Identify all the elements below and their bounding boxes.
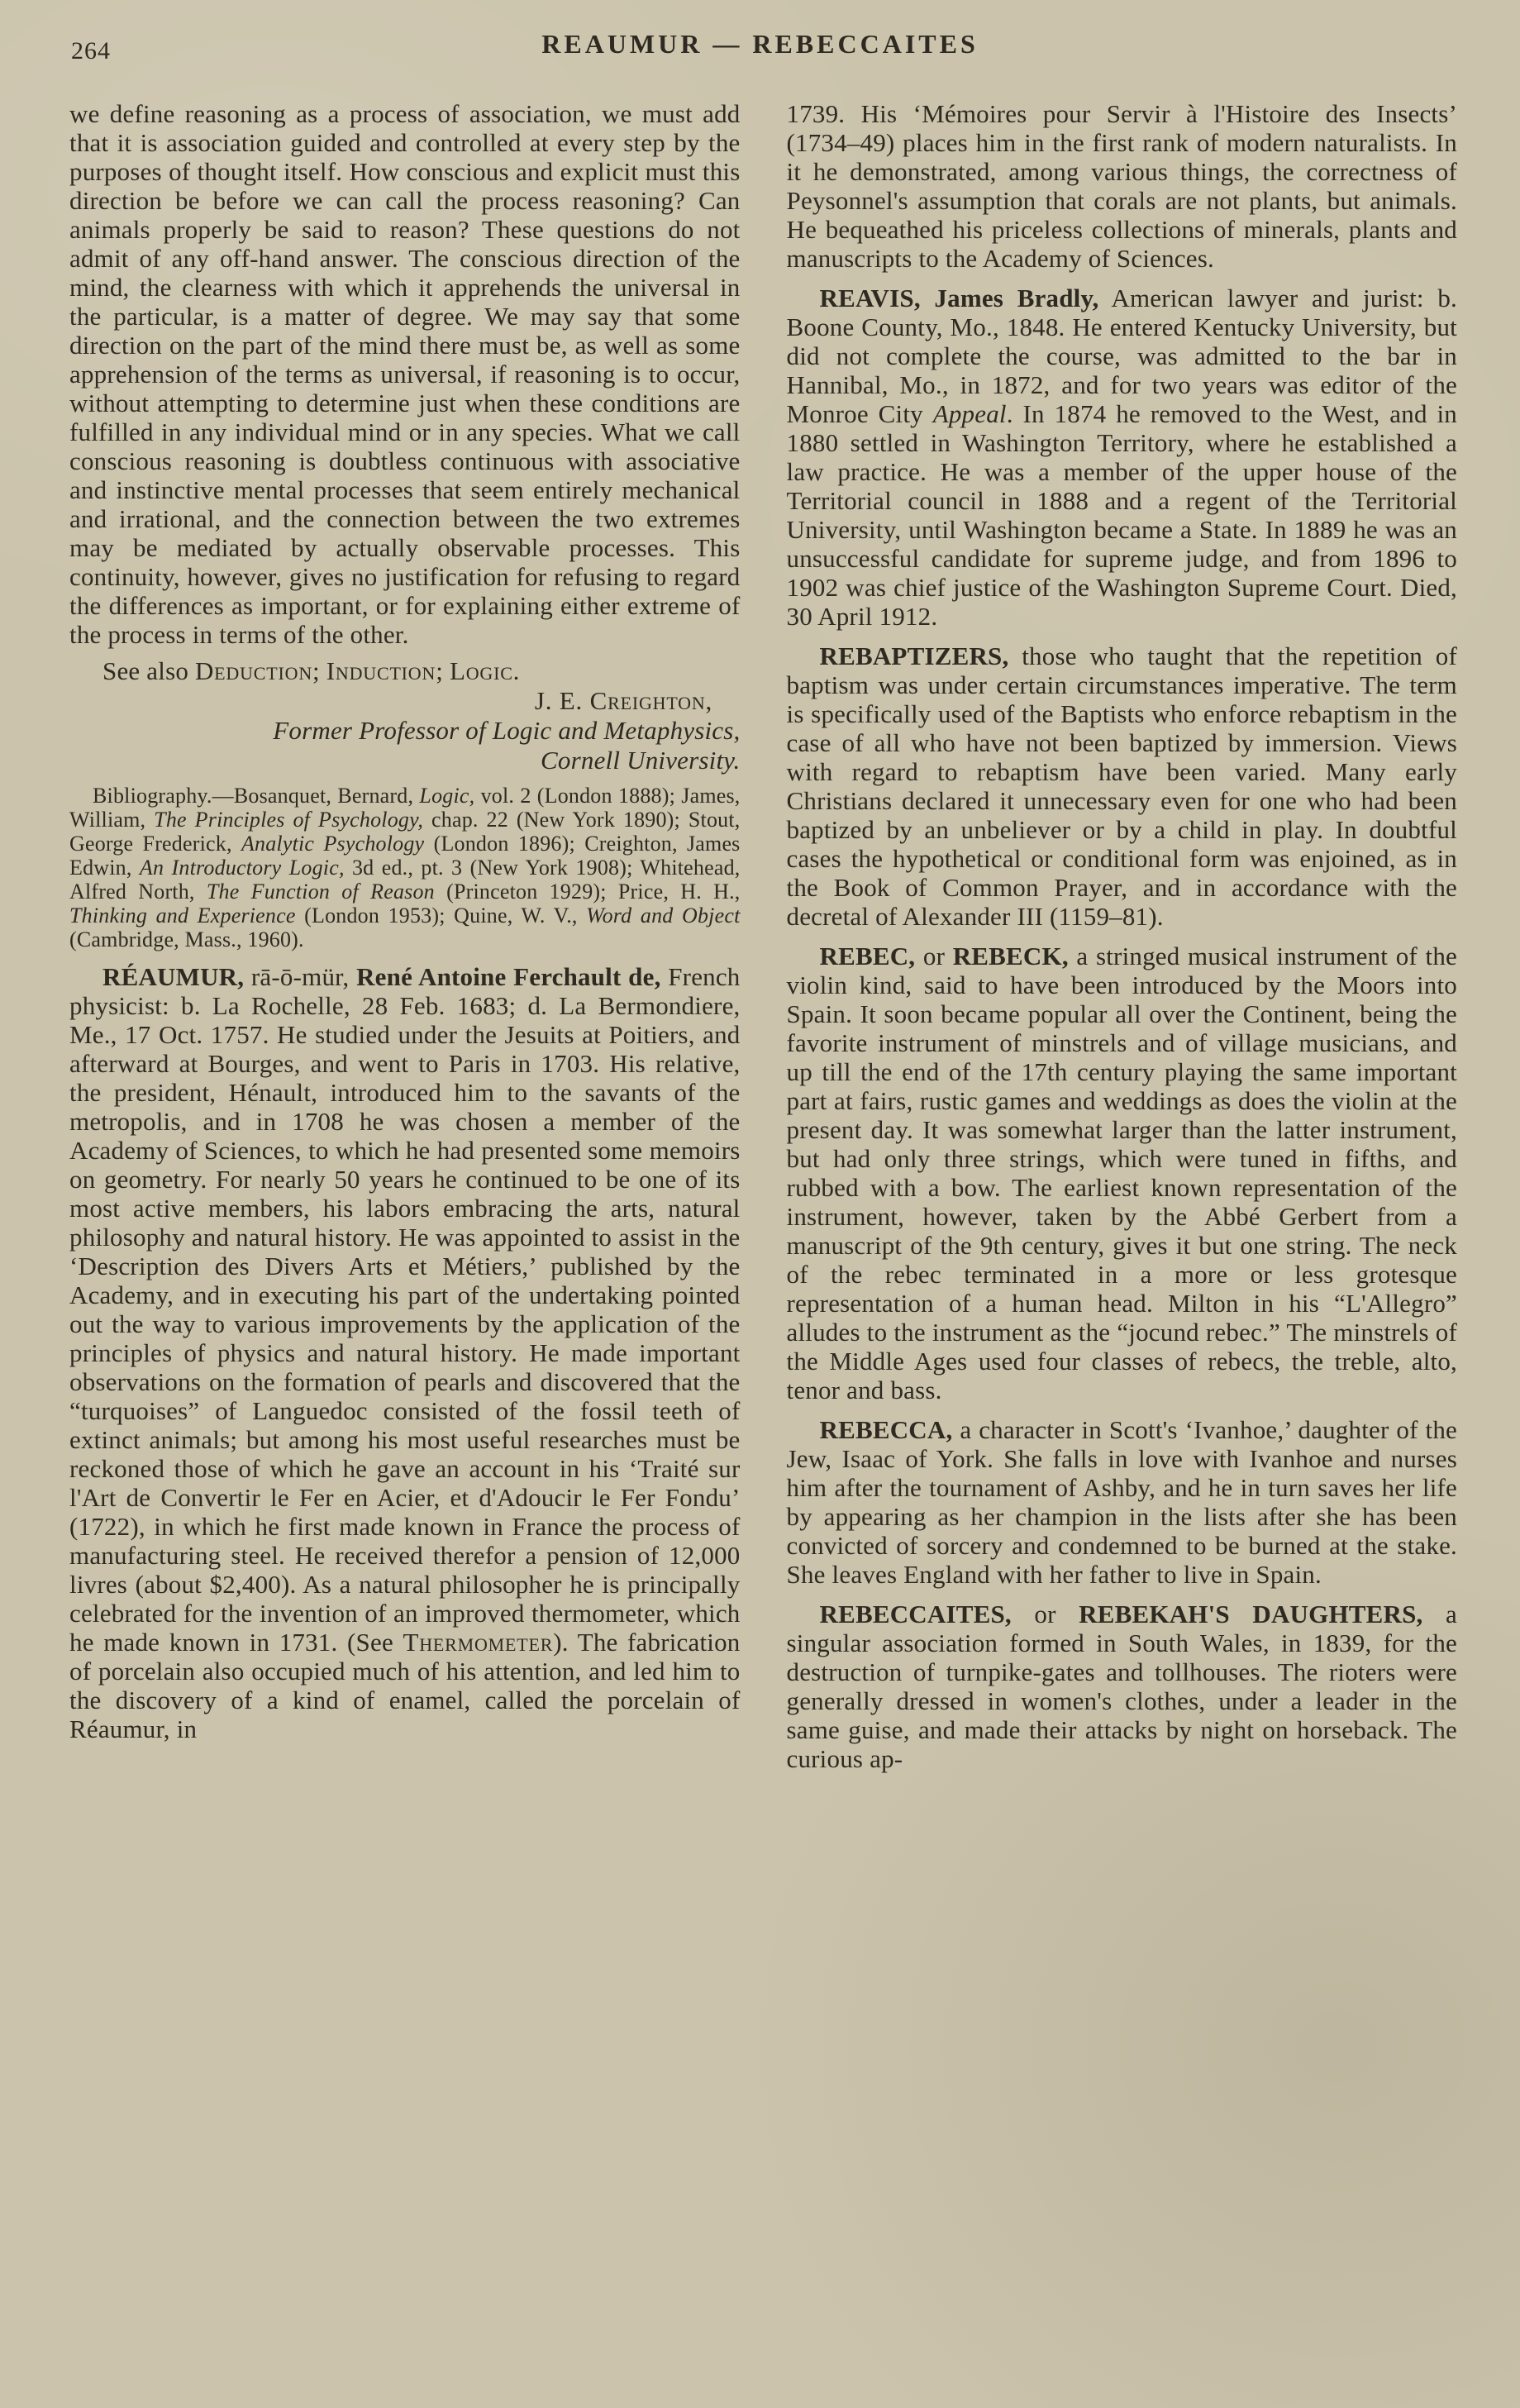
text-run: Thinking and Experience xyxy=(69,904,296,927)
text-run: (Princeton 1929); Price, H. H., xyxy=(434,880,741,904)
text-run: or xyxy=(1011,1600,1079,1628)
byline-creighton xyxy=(69,686,741,715)
text-run: ). The fabrication of porcelain also occupied much of his attention, and led him to the discovery of a kind of enamel, called the porcelain of Réaumur, in xyxy=(69,1628,741,1743)
text-run: . In 1874 he removed to the West, and in 1880 settled in Washington Territory, where he established a law practice. He was a member of the upper house of the Territorial council in 1888 and a regent of the Territorial University, until Washington became a State. In 1889 he was an unsuccessful candidate for supreme judge, and from 1896 to 1902 was chief justice of the Washington Supreme Court. Died, 30 April 1912. xyxy=(786,399,1457,631)
text-run: (London 1896); Creighton, James Edwin, xyxy=(69,832,741,880)
text-run: Analytic Psychology xyxy=(241,832,425,856)
text-run: , xyxy=(705,686,712,715)
entry-reavis xyxy=(787,284,1458,631)
text-run: a stringed musical instrument of the violin kind, said to have been introduced by the Moors into Spain. It soon became popular all over the Continent, being the favorite instrument of minstrels and of village musicians, and up till the end of the 17th century playing the same important part at fairs, rustic games and weddings as does the violin at the present day. It was somewhat larger than the latter instrument, but had only three strings, which were tuned in fifths, and rubbed with a bow. The earliest known representation of the instrument, however, taken by the Abbé Gerbert from a manuscript of the 9th century, gives it but one string. The neck of the rebec terminated in a more or less grotesque representation of a human head. Milton in his “L'Allegro” alludes to the instrument as the “jocund rebec.” The minstrels of the Middle Ages used four classes of rebecs, the treble, alto, tenor and bass. xyxy=(786,942,1458,1404)
running-title: REAUMUR — REBECCAITES xyxy=(541,29,979,59)
text-run: French physicist: b. La Rochelle, 28 Feb. 1683; d. La Bermondiere, Me., 17 Oct. 1757. He studied under the Jesuits at Poitiers, and afterward at Bourges, and went to Paris in 1703. His relative, the president, Hénault, introduced him to the savants of the metropolis, and in 1708 he was chosen a member of the Academy of Sciences, to which he had presented some memoirs on geometry. For nearly 50 years he continued to be one of its most active members, his labors embracing the arts, natural philosophy and natural history. He was appointed to assist in the ‘Description des Divers Arts et Métiers,’ published by the Academy, and in executing his part of the undertaking pointed out the way to various improvements by the application of the principles of physics and natural history. He made important observations on the formation of pearls and discovered that the “turquoises” of Languedoc consisted of the fossil teeth of extinct animals; but among his most useful researches must be reckoned those of which he gave an account in his ‘Traité sur l'Art de Convertir le Fer en Acier, et d'Adoucir le Fer Fondu’ (1722), in which he first made known in France the process of manufacturing steel. He received therefor a pension of 12,000 livres (about $2,400). As a natural philosopher he is principally celebrated for the invention of an improved thermometer, which he made known in 1731. (See xyxy=(69,962,741,1657)
text-run: J. E. Creighton xyxy=(534,686,706,715)
text-run: 1739. His ‘Mémoires pour Servir à l'Histoire des Insects’ (1734–49) places him in the first rank of modern naturalists. In it he demonstrated, among various things, the correctness of Peysonnel's assumption that corals are not plants, but animals. He bequeathed his priceless collections of minerals, plants and manuscripts to the Academy of Sciences. xyxy=(786,99,1457,273)
entry-rebaptizers xyxy=(787,641,1458,931)
text-run: a singular association formed in South Wales, in 1839, for the destruction of turnpike-gates and tollhouses. The rioters were generally dressed in women's clothes, under a leader in the same guise, and made their attacks by night on horseback. The curious ap- xyxy=(786,1600,1457,1773)
para-reaumur-continuation xyxy=(787,99,1458,273)
text-run: Appeal xyxy=(932,399,1007,428)
text-run: See also xyxy=(102,656,195,685)
text-run: those who taught that the repetition of baptism was under certain circumstances imperative. The term is specifically used of the Baptists who enforce rebaptism in the case of all who have not been baptized by immersion. Views with regard to rebaptism have been varied. Many early Christians declared it unnecessary even for one who had been baptized by an unbeliever or by a child in play. In doubtful cases the hypothetical or conditional form was enjoined, as in the Book of Common Prayer, and in accordance with the decretal of Alexander III (1159–81). xyxy=(786,641,1457,931)
text-run: REAVIS, James Bradly, xyxy=(819,284,1099,312)
text-run: REBEC, xyxy=(819,942,916,970)
text-run: (Cambridge, Mass., 1960). xyxy=(69,927,304,951)
entry-reaumur xyxy=(69,962,741,1743)
text-run: chap. 22 (New York 1890); Stout, George Frederick, xyxy=(69,808,741,856)
text-run: René Antoine Ferchault de, xyxy=(356,962,661,991)
text-run: Deduction xyxy=(195,656,313,685)
entry-rebecca xyxy=(787,1415,1458,1589)
text-run: American lawyer and jurist: b. Boone County, Mo., 1848. He entered Kentucky University, but did not complete the course, was admitted to the bar in Hannibal, Mo., in 1872, and for two years was editor of the Monroe City xyxy=(786,284,1457,428)
text-run: Word and Object xyxy=(586,904,741,927)
affiliation-professor xyxy=(69,716,741,745)
see-also-line xyxy=(69,656,741,685)
text-run: rā-ō-mür, xyxy=(244,962,357,991)
text-run: (London 1953); Quine, W. V., xyxy=(295,904,587,927)
affiliation-cornell xyxy=(69,746,741,775)
text-run: REBECCA, xyxy=(819,1415,953,1444)
text-run: RÉAUMUR, xyxy=(102,962,245,991)
text-run: Induction xyxy=(326,656,436,685)
text-run: a character in Scott's ‘Ivanhoe,’ daughter of the Jew, Isaac of York. She falls in love with Ivanhoe and nurses him after the tournament of Ashby, and he in turn saves her life by appearing as her champion in the lists after she has been convicted of sorcery and condemned to be burned at the stake. She leaves England with her father to live in Spain. xyxy=(786,1415,1457,1589)
text-run: The Function of Reason xyxy=(206,880,435,904)
text-run: vol. 2 (London 1888); James, William, xyxy=(69,784,741,832)
text-run: Thermometer xyxy=(403,1628,554,1657)
text-run: REBECCAITES, xyxy=(819,1600,1012,1628)
page-header xyxy=(0,0,1520,81)
entry-rebeccaites xyxy=(787,1600,1458,1773)
text-run: ; xyxy=(312,656,326,685)
text-run: . xyxy=(512,656,520,685)
text-run: we define reasoning as a process of association, we must add that it is association guided and controlled at every step by the purposes of thought itself. How conscious and explicit must this direction be before we can call the process reasoning? Can animals properly be said to reason? These questions do not admit of any off-hand answer. The conscious direction of the mind, the clearness with which it apprehends the universal in the particular, is a matter of degree. We may say that some direction on the part of the mind there must be, as well as some apprehension of the terms as universal, if reasoning is to occur, without attempting to determine just when these conditions are fulfilled in any individual mind or in any species. What we call conscious reasoning is doubtless continuous with associative and instinctive mental processes that seem entirely mechanical and irrational, and the connection between the two extremes may be mediated by actually observable processes. This continuity, however, gives no justification for refusing to regard the differences as important, or for explaining either extreme of the process in terms of the other. xyxy=(69,99,741,649)
text-run: or xyxy=(915,942,953,970)
page-number: 264 xyxy=(71,37,111,64)
bibliography xyxy=(69,784,741,951)
text-run: REBEKAH'S DAUGHTERS, xyxy=(1079,1600,1423,1628)
text-run: The Principles of Psychology, xyxy=(154,808,424,832)
right-column xyxy=(787,99,1458,1773)
text-run: REBECK, xyxy=(952,942,1069,970)
text-run: Logic, xyxy=(419,784,475,808)
text-columns xyxy=(0,81,1520,1773)
text-run: Bibliography.—Bosanquet, Bernard, xyxy=(93,784,420,808)
text-run: Logic xyxy=(449,656,513,685)
para-reasoning-continuation xyxy=(69,99,741,649)
text-run: ; xyxy=(436,656,450,685)
text-run: An Introductory Logic, xyxy=(139,856,345,880)
text-run: REBAPTIZERS, xyxy=(819,641,1009,670)
text-run: Former Professor of Logic and Metaphysics, xyxy=(273,716,741,745)
entry-rebec xyxy=(787,942,1458,1404)
text-run: Cornell University. xyxy=(541,746,741,775)
text-run: 3d ed., pt. 3 (New York 1908); Whitehead, Alfred North, xyxy=(69,856,741,904)
left-column xyxy=(69,99,741,1773)
